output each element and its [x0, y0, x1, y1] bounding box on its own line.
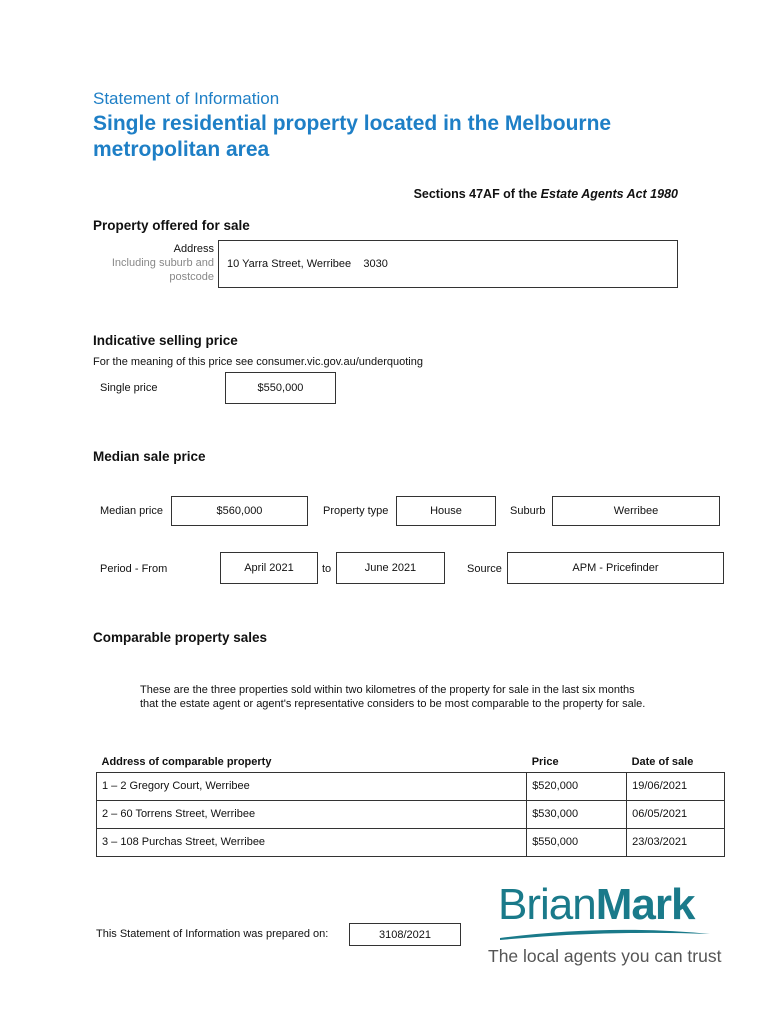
brianmark-logo [488, 880, 722, 970]
table-row [97, 772, 725, 800]
address-label-line2: Including suburb and [111, 257, 214, 269]
table-row [97, 828, 725, 856]
sections-reference [414, 187, 678, 201]
source-label: Source [467, 563, 502, 575]
period-from-field[interactable]: April 2021 [220, 552, 318, 584]
comparable-date[interactable]: 19/06/2021 [627, 772, 725, 800]
logo-swoosh-icon [498, 926, 713, 942]
logo-wordmark [498, 880, 694, 930]
table-header-row [97, 752, 725, 772]
period-to-field[interactable]: June 2021 [336, 552, 445, 584]
indicative-heading: Indicative selling price [93, 333, 238, 348]
comparable-address[interactable]: 3 – 108 Purchas Street, Werribee [97, 828, 527, 856]
column-header-price: Price [527, 752, 627, 772]
comparable-intro-line1: These are the three properties sold within two kilometres of the property for sale in the last six months [140, 684, 635, 696]
source-field[interactable]: APM - Pricefinder [507, 552, 724, 584]
address-field[interactable]: 10 Yarra Street, Werribee 3030 [218, 240, 678, 288]
address-label-line1: Address [173, 243, 214, 255]
document-title: Single residential property located in the Melbourne metropolitan area [93, 112, 612, 161]
comparable-address[interactable]: 2 – 60 Torrens Street, Werribee [97, 800, 527, 828]
property-type-field[interactable]: House [396, 496, 496, 526]
logo-brand-part2: Mark [595, 880, 695, 929]
comparable-price[interactable]: $520,000 [527, 772, 627, 800]
document-subtitle: Statement of Information [93, 89, 280, 108]
median-heading: Median sale price [93, 449, 206, 464]
logo-tagline: The local agents you can trust [488, 946, 722, 966]
sections-prefix: Sections 47AF of the [413, 187, 541, 201]
prepared-label: This Statement of Information was prepared on: [96, 928, 329, 940]
comparable-address[interactable]: 1 – 2 Gregory Court, Werribee [97, 772, 527, 800]
comparable-date[interactable]: 23/03/2021 [627, 828, 725, 856]
property-heading: Property offered for sale [93, 218, 250, 233]
address-label [112, 242, 214, 284]
column-header-date: Date of sale [627, 752, 725, 772]
table-row [97, 800, 725, 828]
comparable-intro-line2: that the estate agent or agent's representative considers to be most comparable to the property for sale. [140, 698, 646, 710]
suburb-label: Suburb [510, 505, 546, 517]
median-price-label: Median price [100, 505, 163, 517]
address-label-line3: postcode [169, 271, 214, 283]
sections-act: Estate Agents Act 1980 [540, 187, 678, 201]
comparable-heading: Comparable property sales [93, 630, 268, 645]
prepared-date-field[interactable]: 3108/2021 [349, 923, 461, 946]
indicative-note: For the meaning of this price see consumer.vic.gov.au/underquoting [93, 356, 423, 368]
comparable-date[interactable]: 06/05/2021 [627, 800, 725, 828]
column-header-address: Address of comparable property [97, 752, 527, 772]
comparable-intro [140, 683, 645, 711]
to-label: to [322, 563, 332, 575]
comparable-price[interactable]: $550,000 [527, 828, 627, 856]
single-price-label: Single price [100, 382, 158, 394]
median-price-field[interactable]: $560,000 [171, 496, 308, 526]
comparable-table [96, 752, 725, 857]
property-type-label: Property type [323, 505, 389, 517]
suburb-field[interactable]: Werribee [552, 496, 720, 526]
single-price-field[interactable]: $550,000 [225, 372, 336, 404]
period-from-label: Period - From [100, 563, 168, 575]
logo-brand-part1: Brian [498, 880, 596, 929]
comparable-price[interactable]: $530,000 [527, 800, 627, 828]
